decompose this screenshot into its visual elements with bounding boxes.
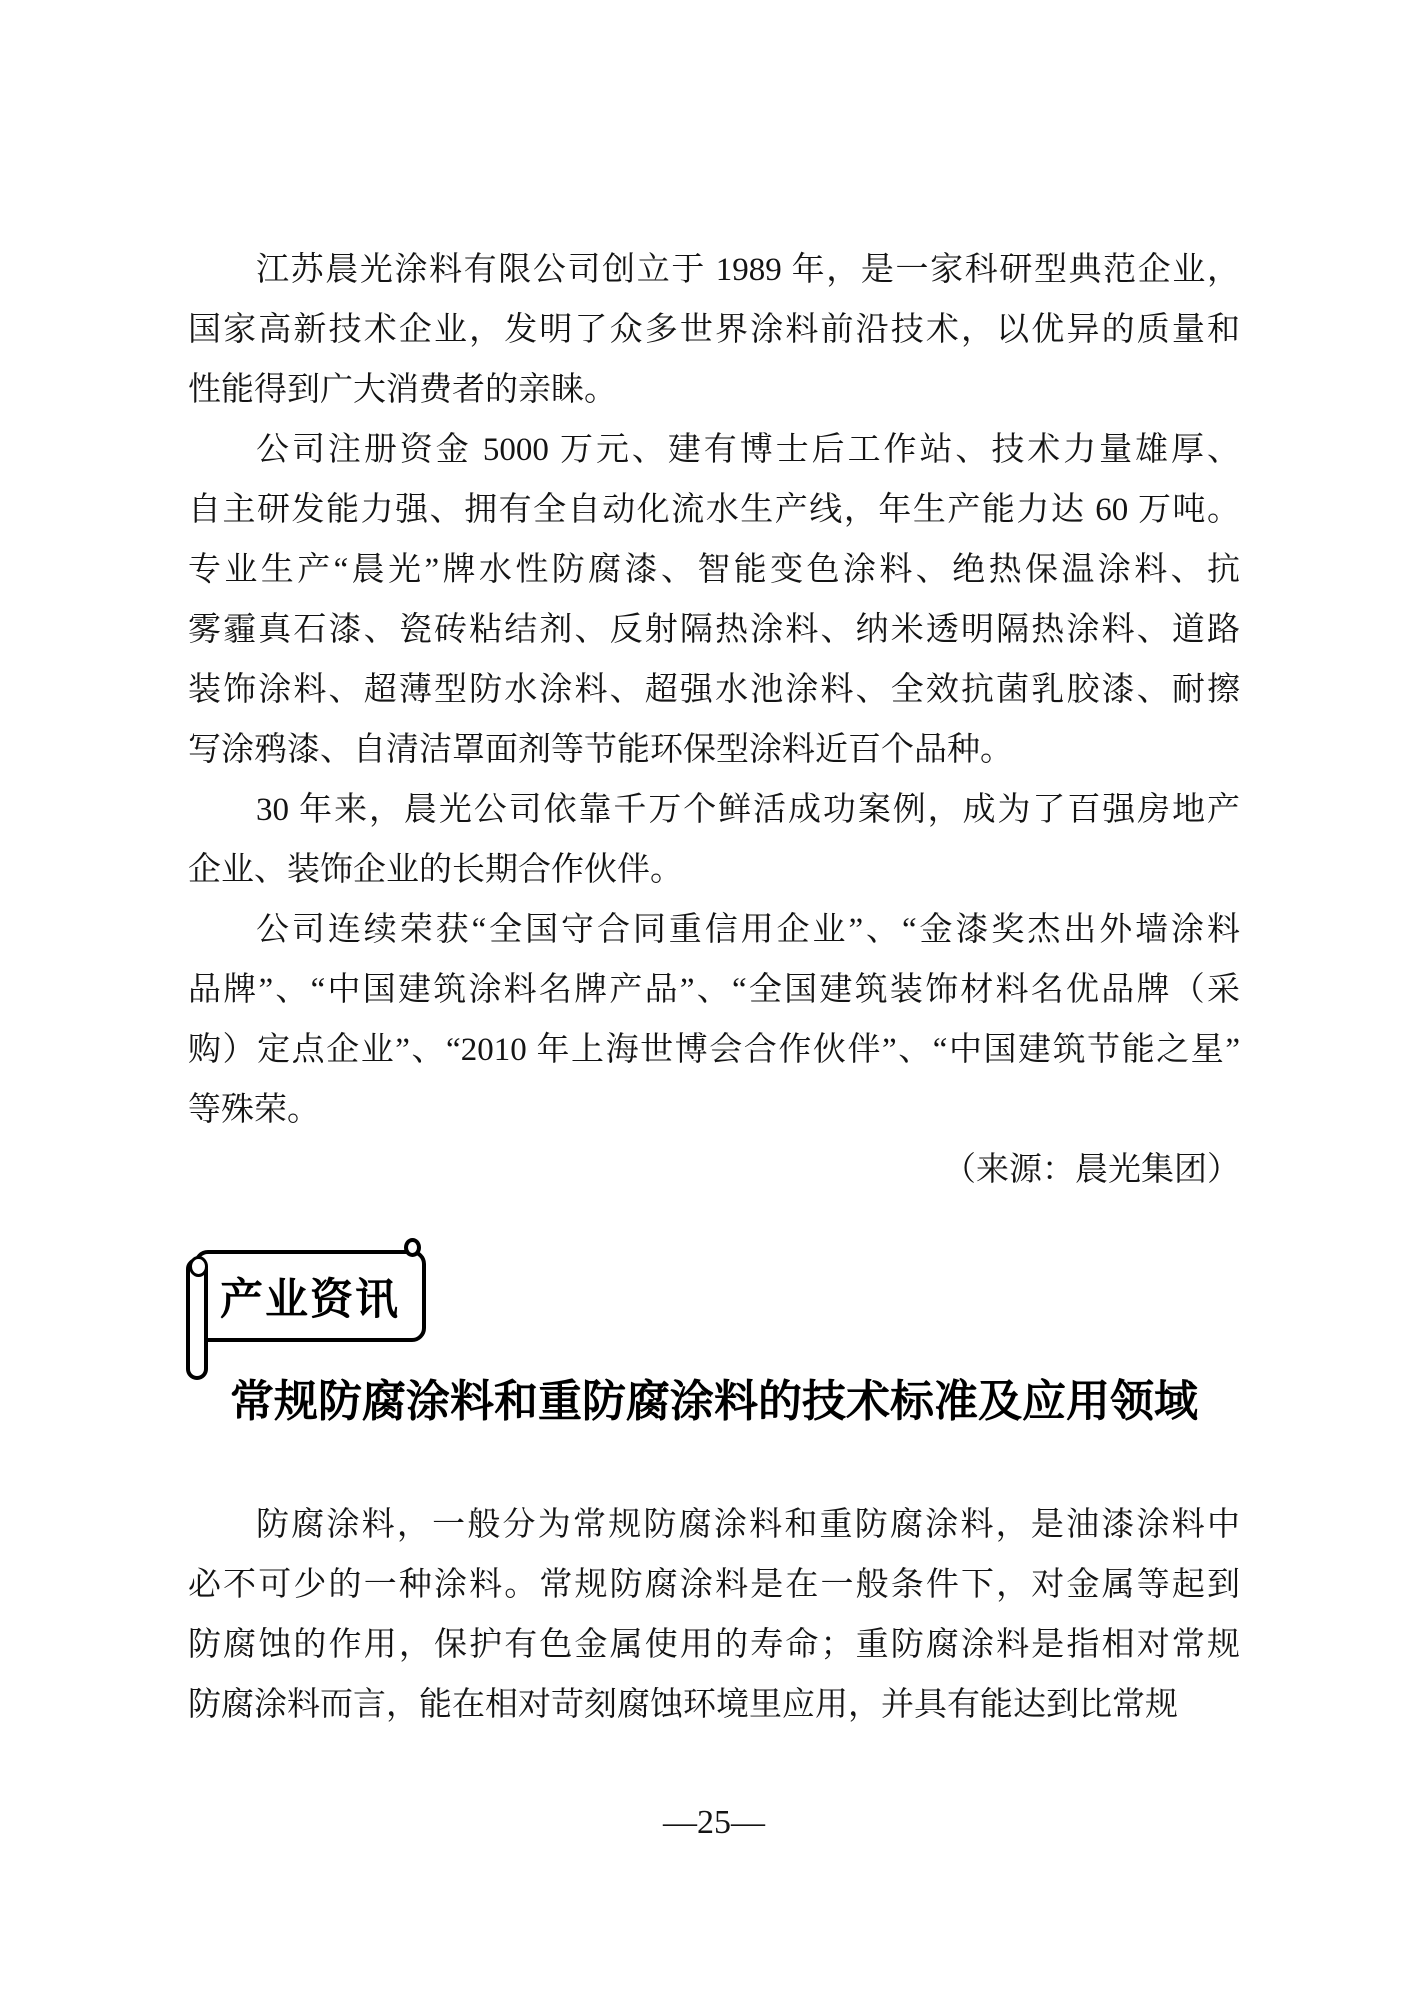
text-line: 性能得到广大消费者的亲睐。 bbox=[188, 372, 617, 408]
section-banner-label: 产业资讯 bbox=[220, 1276, 400, 1324]
paragraph-company-intro bbox=[188, 240, 1240, 420]
text-line: 专业生产“晨光”牌水性防腐漆、智能变色涂料、绝热保温涂料、抗 bbox=[188, 552, 1240, 588]
text-line: 企业、装饰企业的长期合作伙伴。 bbox=[188, 852, 683, 888]
paragraph-article-intro bbox=[188, 1495, 1240, 1735]
text-line: 防腐涂料，一般分为常规防腐涂料和重防腐涂料，是油漆涂料中 bbox=[256, 1507, 1240, 1543]
text-line: 购）定点企业”、“2010 年上海世博会合作伙伴”、“中国建筑节能之星” bbox=[188, 1032, 1240, 1068]
section-banner bbox=[186, 1238, 446, 1383]
text-line: 江苏晨光涂料有限公司创立于 1989 年，是一家科研型典范企业， bbox=[256, 252, 1240, 288]
text-line: 雾霾真石漆、瓷砖粘结剂、反射隔热涂料、纳米透明隔热涂料、道路 bbox=[188, 612, 1240, 648]
source-attribution: （来源：晨光集团） bbox=[943, 1152, 1240, 1188]
page-number: —25— bbox=[663, 1804, 765, 1841]
text-line: 必不可少的一种涂料。常规防腐涂料是在一般条件下，对金属等起到 bbox=[188, 1567, 1240, 1603]
text-line: 防腐蚀的作用，保护有色金属使用的寿命；重防腐涂料是指相对常规 bbox=[188, 1627, 1240, 1663]
text-line: 公司连续荣获“全国守合同重信用企业”、“金漆奖杰出外墙涂料 bbox=[256, 912, 1240, 948]
text-line: 装饰涂料、超薄型防水涂料、超强水池涂料、全效抗菌乳胶漆、耐擦 bbox=[188, 672, 1240, 708]
text-line: 公司注册资金 5000 万元、建有博士后工作站、技术力量雄厚、 bbox=[256, 432, 1240, 468]
paragraph-company-partners bbox=[188, 780, 1240, 900]
article-title: 常规防腐涂料和重防腐涂料的技术标准及应用领域 bbox=[230, 1377, 1198, 1426]
paragraph-company-awards bbox=[188, 900, 1240, 1140]
text-line: 国家高新技术企业，发明了众多世界涂料前沿技术，以优异的质量和 bbox=[188, 312, 1240, 348]
scroll-curl-icon bbox=[404, 1238, 421, 1257]
text-line: 品牌”、“中国建筑涂料名牌产品”、“全国建筑装饰材料名优品牌（采 bbox=[188, 972, 1240, 1008]
text-line: 写涂鸦漆、自清洁罩面剂等节能环保型涂料近百个品种。 bbox=[188, 732, 1013, 768]
text-line: 防腐涂料而言，能在相对苛刻腐蚀环境里应用，并具有能达到比常规 bbox=[188, 1687, 1178, 1723]
section-banner-box bbox=[194, 1250, 426, 1342]
paragraph-company-capacity bbox=[188, 420, 1240, 780]
text-line: 等殊荣。 bbox=[188, 1092, 320, 1128]
scroll-roll-icon bbox=[186, 1258, 208, 1380]
text-line: 自主研发能力强、拥有全自动化流水生产线，年生产能力达 60 万吨。 bbox=[188, 492, 1240, 528]
text-line: 30 年来，晨光公司依靠千万个鲜活成功案例，成为了百强房地产 bbox=[256, 792, 1240, 828]
